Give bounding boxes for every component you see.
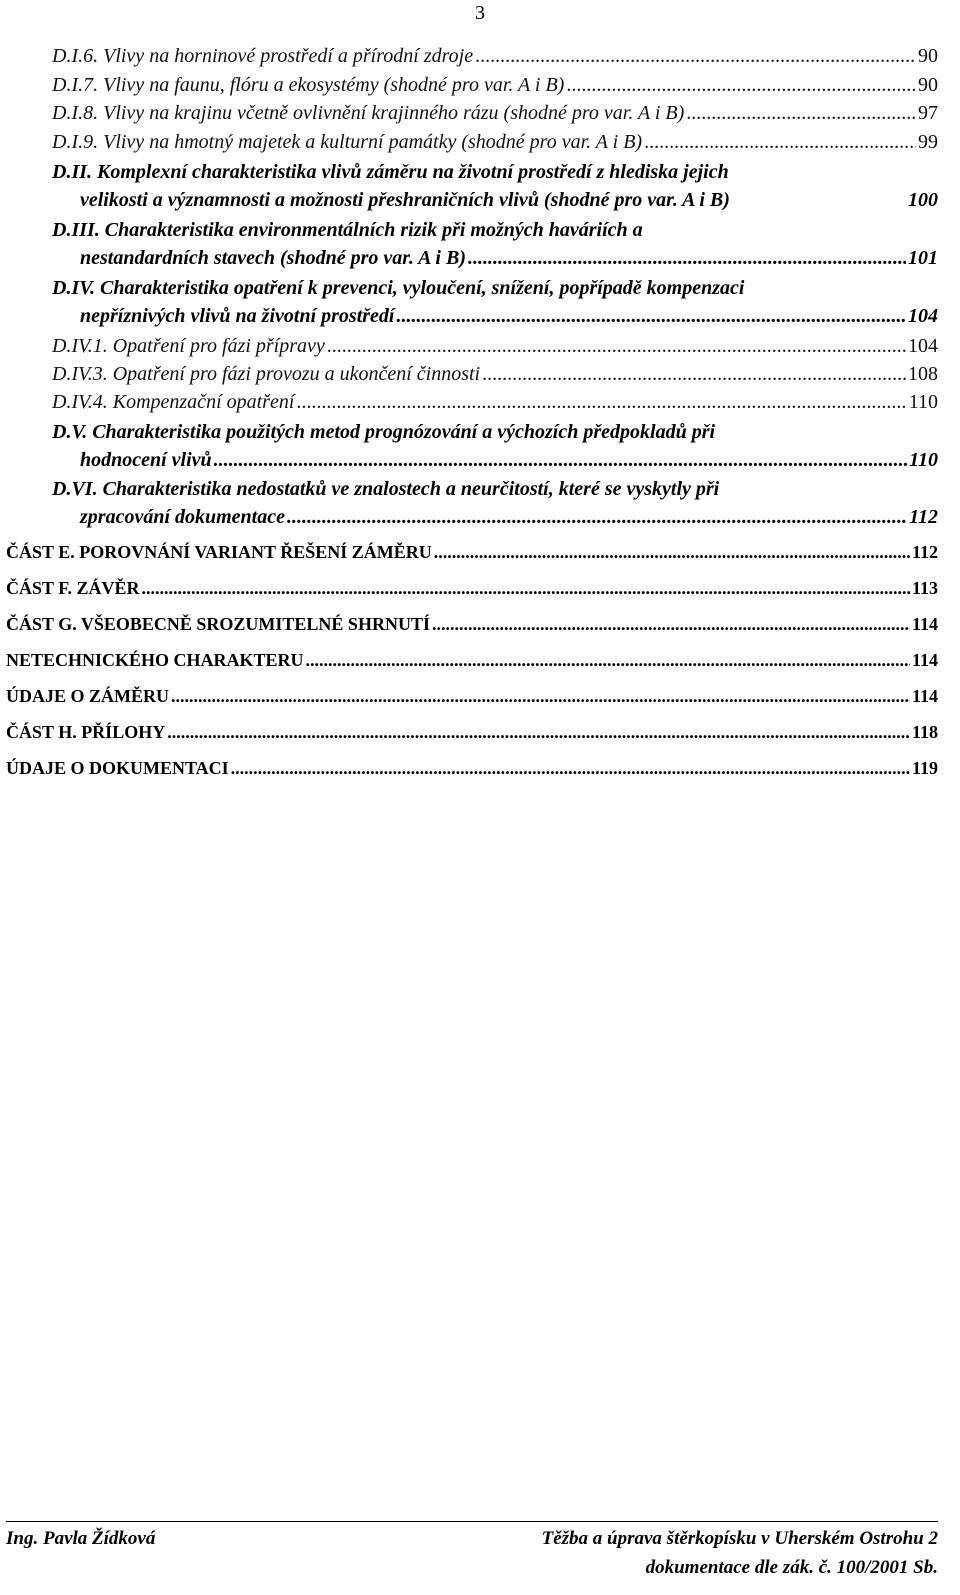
toc-entry-bold[interactable]: D.II. Komplexní charakteristika vlivů záměru na životní prostředí z hlediska jejich velikosti a významnosti a možnosti přeshraničních vlivů (shodné pro var. A i B) 100 xyxy=(52,161,938,211)
toc-entry-part[interactable]: NETECHNICKÉHO CHARAKTERU ..... 114 xyxy=(0,646,960,674)
toc-entry[interactable]: D.I.9. Vlivy na hmotný majetek a kulturní památky (shodné pro var. A i B) ..... 99 xyxy=(0,128,960,156)
toc-entry[interactable]: D.I.6. Vlivy na horninové prostředí a přírodní zdroje ..... 90 xyxy=(0,42,960,70)
toc-entry-part[interactable]: ČÁST G. VŠEOBECNĚ SROZUMITELNÉ SHRNUTÍ ..... 114 xyxy=(0,610,960,638)
toc-entry-part[interactable]: ČÁST E. POROVNÁNÍ VARIANT ŘEŠENÍ ZÁMĚRU ..... 112 xyxy=(0,538,960,566)
toc-entry[interactable]: D.I.8. Vlivy na krajinu včetně ovlivnění krajinného rázu (shodné pro var. A i B) ..... 97 xyxy=(0,99,960,127)
toc-entry[interactable]: D.I.7. Vlivy na faunu, flóru a ekosystémy (shodné pro var. A i B) ..... 90 xyxy=(0,71,960,99)
footer-divider xyxy=(6,1521,938,1522)
toc-entry[interactable]: D.IV.3. Opatření pro fázi provozu a ukončení činnosti ..... 108 xyxy=(0,360,960,388)
toc-entry-bold[interactable]: D.V. Charakteristika použitých metod prognózování a výchozích předpokladů při hodnocení vlivů ..... 110 xyxy=(0,418,960,474)
toc-entry-part[interactable]: ÚDAJE O DOKUMENTACI ..... 119 xyxy=(0,754,960,782)
footer-author: Ing. Pavla Žídková xyxy=(6,1528,156,1549)
page-number: 3 xyxy=(475,2,485,24)
toc-entry-part[interactable]: ČÁST F. ZÁVĚR ..... 113 xyxy=(0,574,960,602)
toc-entry-part[interactable]: ČÁST H. PŘÍLOHY ..... 118 xyxy=(0,718,960,746)
toc-entry-part[interactable]: ÚDAJE O ZÁMĚRU ..... 114 xyxy=(0,682,960,710)
footer-title-line2: dokumentace dle zák. č. 100/2001 Sb. xyxy=(645,1557,938,1578)
toc-entry[interactable]: D.IV.1. Opatření pro fázi přípravy ..... 104 xyxy=(0,332,960,360)
toc-entry-bold[interactable]: D.IV. Charakteristika opatření k prevenci, vyloučení, snížení, popřípadě kompenzaci nepříznivých vlivů na životní prostředí ..... 104 xyxy=(0,274,960,330)
footer-title-line1: Těžba a úprava štěrkopísku v Uherském Ostrohu 2 xyxy=(541,1528,938,1549)
toc-entry-bold[interactable]: D.III. Charakteristika environmentálních rizik při možných haváriích a nestandardních stavech (shodné pro var. A i B) ..... 101 xyxy=(0,216,960,272)
toc-entry[interactable]: D.IV.4. Kompenzační opatření ..... 110 xyxy=(0,388,960,416)
toc-entry-bold[interactable]: D.VI. Charakteristika nedostatků ve znalostech a neurčitostí, které se vyskytly při zpracování dokumentace ..... 112 xyxy=(0,475,960,531)
